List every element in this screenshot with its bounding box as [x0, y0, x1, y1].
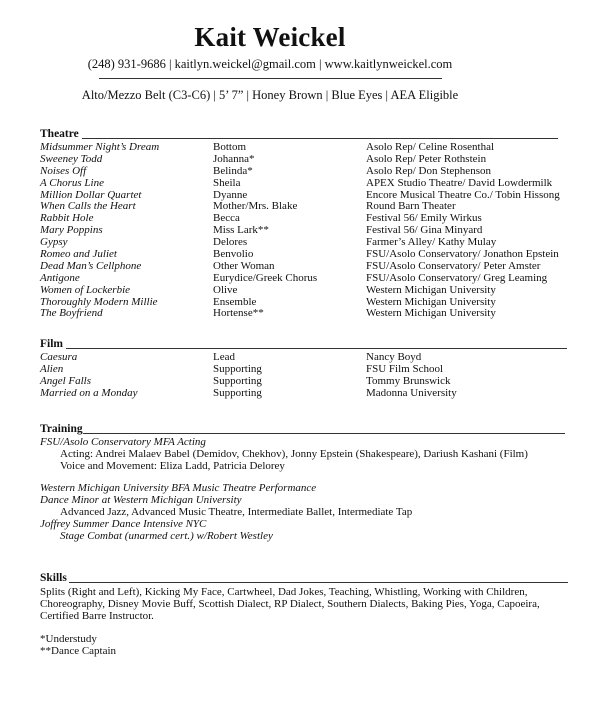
credit-company: Asolo Rep/ Celine Rosenthal [366, 141, 495, 153]
credit-company: FSU Film School [366, 362, 444, 375]
credit-show-title: Gypsy [40, 236, 68, 249]
theatre-credit-row [40, 154, 570, 166]
credit-role: Belinda* [213, 164, 253, 177]
credit-show-title: Thoroughly Modern Millie [40, 295, 158, 308]
training-fsu-voice: Voice and Movement: Eliza Ladd, Patricia Delorey [60, 459, 285, 472]
training-dance-classes: Advanced Jazz, Advanced Music Theatre, Intermediate Ballet, Intermediate Tap [60, 505, 413, 518]
credit-show-title: A Chorus Line [40, 176, 104, 189]
credit-show-title: Midsummer Night’s Dream [40, 141, 160, 153]
spacer [40, 622, 570, 633]
credit-show-title: When Calls the Heart [40, 200, 136, 213]
credit-role: Olive [213, 283, 238, 296]
credit-show-title: Women of Lockerbie [40, 283, 131, 296]
film-section [40, 338, 570, 400]
film-credit-row [40, 352, 570, 364]
theatre-heading [40, 128, 570, 142]
credit-role: Bottom [213, 141, 247, 153]
film-heading-rule [66, 348, 567, 349]
credit-company: Western Michigan University [366, 295, 496, 308]
credit-company: Festival 56/ Emily Wirkus [366, 212, 482, 225]
theatre-credit-row [40, 308, 570, 320]
credit-role: Supporting [213, 374, 262, 387]
skills-list: Splits (Right and Left), Kicking My Face, Cartwheel, Dad Jokes, Teaching, Whistling, Working with Children, Choreography, Disney Movie Buff, Scottish Dialect, RP Dialect, Southern Dialects, Baking Pies, Yoga, Capoeira, Certified Barre Instructor. [40, 586, 540, 622]
film-credit-row [40, 364, 570, 376]
credit-show-title: Dead Man’s Cellphone [40, 259, 142, 272]
training-combat: Stage Combat (unarmed cert.) w/Robert Westley [60, 529, 273, 542]
film-heading-label: Film [40, 338, 63, 350]
credit-company: Asolo Rep/ Peter Rothstein [366, 152, 487, 165]
film-credit-row [40, 388, 570, 400]
credit-role: Eurydice/Greek Chorus [213, 271, 318, 284]
credit-company: APEX Studio Theatre/ David Lowdermilk [366, 176, 553, 189]
theatre-credit-row [40, 213, 570, 225]
credit-company: FSU/Asolo Conservatory/ Greg Leaming [366, 271, 548, 284]
training-joffrey: Joffrey Summer Dance Intensive NYC [40, 517, 207, 530]
credit-role: Sheila [213, 176, 241, 189]
theatre-credit-row [40, 178, 570, 190]
credit-company: Nancy Boyd [366, 351, 422, 363]
theatre-credit-row [40, 166, 570, 178]
theatre-credit-row [40, 261, 570, 273]
credit-show-title: Noises Off [40, 164, 87, 177]
film-credits [40, 352, 570, 400]
credit-show-title: Million Dollar Quartet [40, 188, 142, 201]
film-heading [40, 338, 570, 352]
training-heading-rule [83, 433, 565, 434]
credit-show-title: Caesura [40, 351, 78, 363]
theatre-section [40, 128, 570, 320]
theatre-credit-row [40, 285, 570, 297]
header-divider [99, 78, 442, 79]
theatre-credit-row [40, 142, 570, 154]
credit-role: Supporting [213, 386, 262, 399]
contact-line: (248) 931-9686 | kaitlyn.weickel@gmail.com | www.kaitlynweickel.com [87, 57, 453, 71]
credit-role: Hortense** [213, 307, 264, 320]
credit-company: Farmer’s Alley/ Kathy Mulay [366, 236, 497, 249]
credit-show-title: Sweeney Todd [40, 152, 103, 165]
credit-show-title: Married on a Monday [40, 386, 138, 399]
credit-role: Delores [213, 236, 248, 249]
credit-company: Round Barn Theater [366, 200, 456, 213]
credit-role: Mother/Mrs. Blake [213, 200, 298, 213]
training-dance-minor: Dance Minor at Western Michigan University [40, 494, 242, 507]
credit-company: FSU/Asolo Conservatory/ Peter Amster [366, 259, 541, 272]
credit-role: Dyanne [213, 188, 248, 201]
credit-company: Madonna University [366, 386, 457, 399]
credit-company: Tommy Brunswick [366, 374, 451, 387]
credit-company: Western Michigan University [366, 283, 496, 296]
skills-section [40, 572, 570, 657]
note-dance-captain: **Dance Captain [40, 645, 117, 657]
theatre-credit-row [40, 273, 570, 285]
theatre-credit-row [40, 201, 570, 213]
note-understudy: *Understudy [40, 633, 97, 645]
credit-company: Asolo Rep/ Don Stephenson [366, 164, 491, 177]
credit-role: Benvolio [213, 248, 254, 261]
credit-show-title: Rabbit Hole [40, 212, 94, 225]
training-wmu-title: Western Michigan University BFA Music Theatre Performance [40, 482, 317, 495]
skills-heading [40, 572, 570, 586]
training-fsu-title: FSU/Asolo Conservatory MFA Acting [40, 436, 206, 448]
resume-name: Kait Weickel [194, 22, 346, 52]
training-heading-label: Training [40, 423, 83, 435]
training-heading [40, 423, 570, 437]
credit-show-title: Antigone [40, 271, 80, 284]
credit-company: Encore Musical Theatre Co./ Tobin Hissong [366, 188, 560, 201]
skills-heading-rule [69, 582, 568, 583]
credit-role: Johanna* [213, 152, 255, 165]
credit-show-title: Romeo and Juliet [40, 248, 117, 261]
theatre-credits [40, 142, 570, 320]
credit-role: Supporting [213, 362, 262, 375]
theatre-heading-label: Theatre [40, 128, 79, 140]
credit-show-title: The Boyfriend [40, 307, 103, 320]
credit-show-title: Mary Poppins [40, 224, 103, 237]
credit-company: Festival 56/ Gina Minyard [366, 224, 483, 237]
credit-show-title: Alien [40, 362, 64, 375]
credit-company: Western Michigan University [366, 307, 496, 320]
credit-company: FSU/Asolo Conservatory/ Jonathon Epstein [366, 248, 559, 261]
training-fsu-acting: Acting: Andrei Malaev Babel (Demidov, Chekhov), Jonny Epstein (Shakespeare), Dariush Kashani (Film) [60, 447, 528, 460]
theatre-heading-rule [82, 138, 558, 139]
credit-role: Miss Lark** [213, 224, 269, 237]
credit-role: Lead [213, 351, 235, 363]
credit-show-title: Angel Falls [40, 374, 92, 387]
credit-role: Other Woman [213, 259, 275, 272]
credit-role: Becca [213, 212, 240, 225]
training-section [40, 423, 570, 542]
film-credit-row [40, 376, 570, 388]
credit-role: Ensemble [213, 295, 257, 308]
vital-stats: Alto/Mezzo Belt (C3-C6) | 5’ 7” | Honey Brown | Blue Eyes | AEA Eligible [81, 88, 459, 102]
skills-heading-label: Skills [40, 572, 67, 584]
